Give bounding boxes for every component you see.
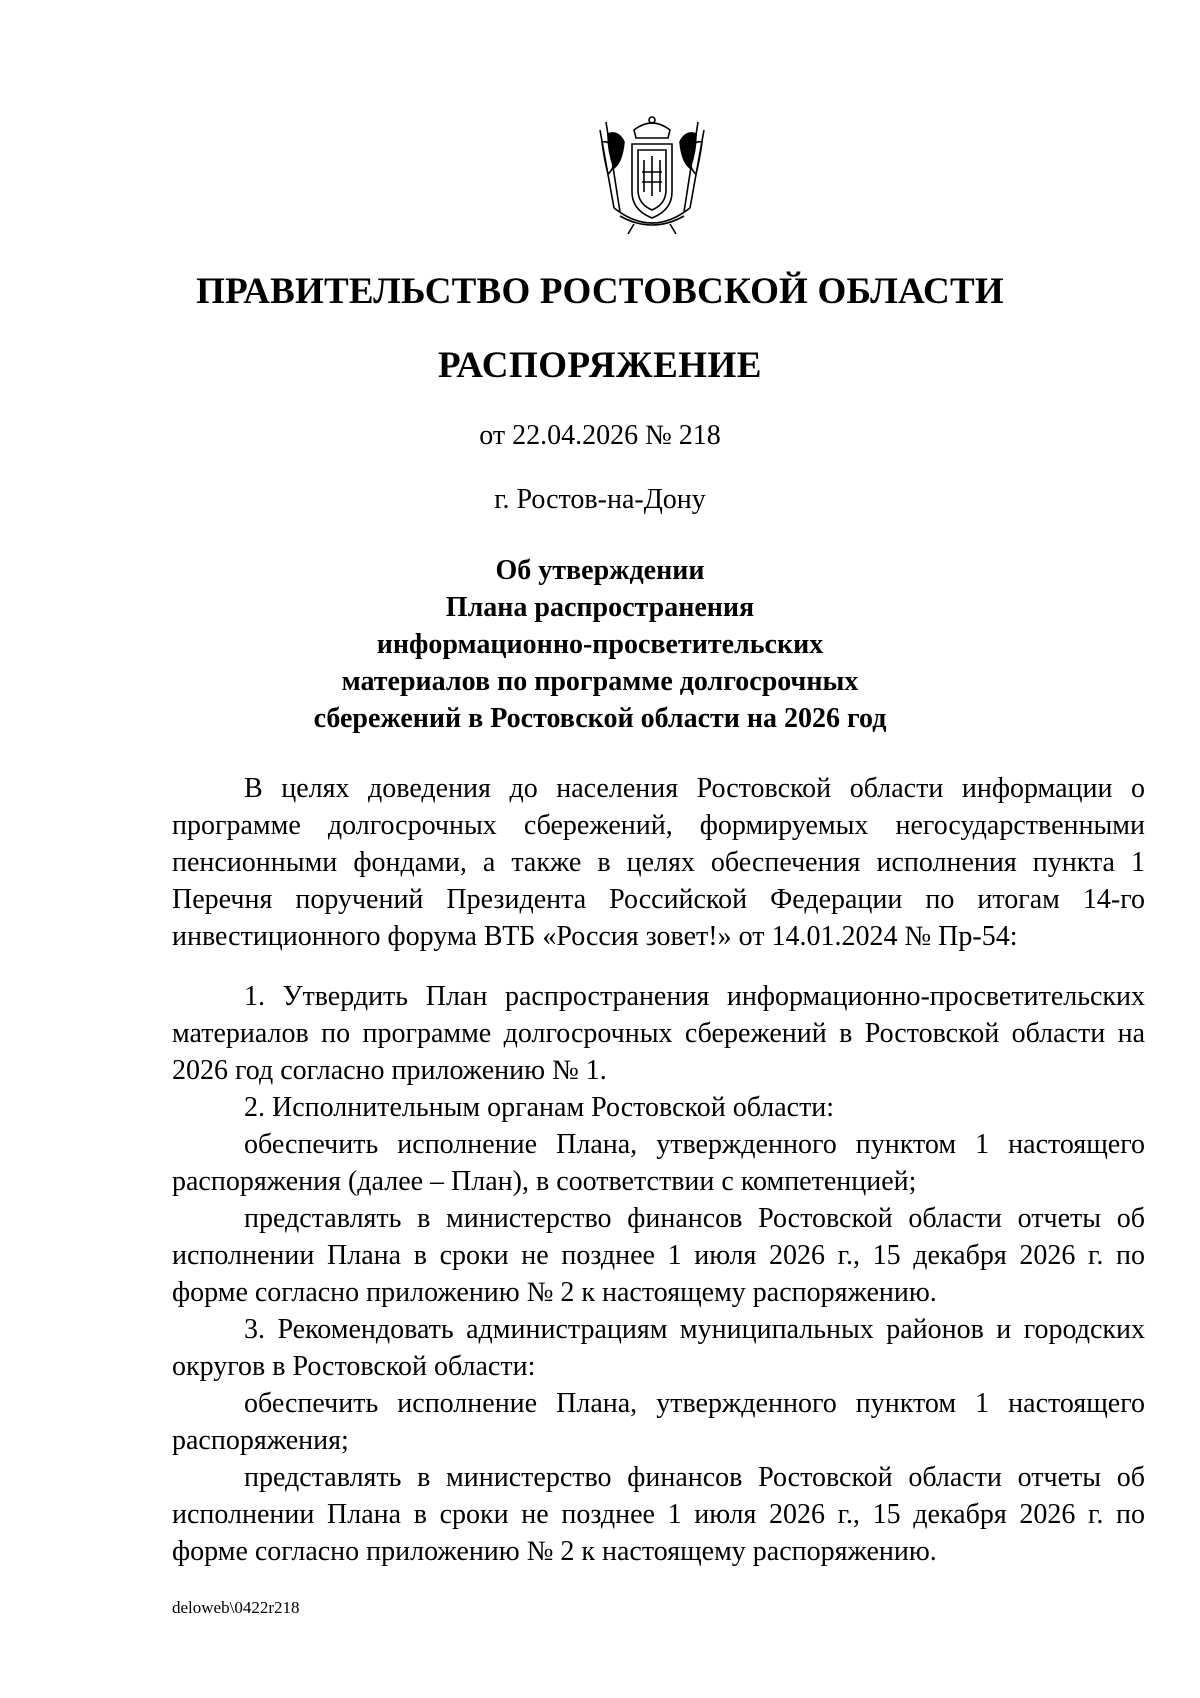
subject-line: Об утверждении xyxy=(495,555,705,586)
document-city: г. Ростов-на-Дону xyxy=(494,484,706,515)
document-subject xyxy=(0,552,1200,737)
item-paragraph: 2. Исполнительным органам Ростовской области: xyxy=(244,1092,835,1123)
coat-of-arms-emblem xyxy=(594,112,710,240)
item-paragraph: представлять в министерство финансов Ростовской области отчеты об исполнении Плана в сроки не позднее 1 июля 2026 г., 15 декабря 2026 г. по форме согласно приложению № 2 к настоящему распоряжению. xyxy=(172,1462,1145,1567)
item-paragraph: представлять в министерство финансов Ростовской области отчеты об исполнении Плана в сроки не позднее 1 июля 2026 г., 15 декабря 2026 г. по форме согласно приложению № 2 к настоящему распоряжению. xyxy=(172,1203,1145,1308)
document-type: РАСПОРЯЖЕНИЕ xyxy=(437,345,762,386)
organization-title: ПРАВИТЕЛЬСТВО РОСТОВСКОЙ ОБЛАСТИ xyxy=(196,271,1004,312)
item-paragraph: 1. Утвердить План распространения информационно-просветительских материалов по программе долгосрочных сбережений в Ростовской области на 2026 год согласно приложению № 1. xyxy=(172,981,1145,1086)
item-paragraph: 3. Рекомендовать администрациям муниципальных районов и городских округов в Ростовской области: xyxy=(172,1314,1145,1382)
subject-line: информационно-просветительских xyxy=(376,629,824,660)
item-paragraph: обеспечить исполнение Плана, утвержденного пунктом 1 настоящего распоряжения (далее – План), в соответствии с компетенцией; xyxy=(172,1129,1145,1197)
item-paragraph: обеспечить исполнение Плана, утвержденного пунктом 1 настоящего распоряжения; xyxy=(172,1388,1145,1456)
document-date-number: от 22.04.2026 № 218 xyxy=(479,420,721,451)
preamble xyxy=(172,770,1145,955)
document-registry-code: deloweb\0422r218 xyxy=(172,1598,300,1617)
subject-line: материалов по программе долгосрочных xyxy=(341,666,859,697)
preamble-paragraph: В целях доведения до населения Ростовской области информации о программе долгосрочных сбережений, формируемых негосударственными пенсионными фондами, а также в целях обеспечения исполнения пункта 1 Перечня поручений Президента Российской Федерации по итогам 14-го инвестиционного форума ВТБ «Россия зовет!» от 14.01.2024 № Пр-54: xyxy=(172,773,1145,952)
subject-line: сбережений в Ростовской области на 2026 год xyxy=(313,703,887,734)
resolution-items xyxy=(172,978,1145,1570)
subject-line: Плана распространения xyxy=(445,592,755,623)
